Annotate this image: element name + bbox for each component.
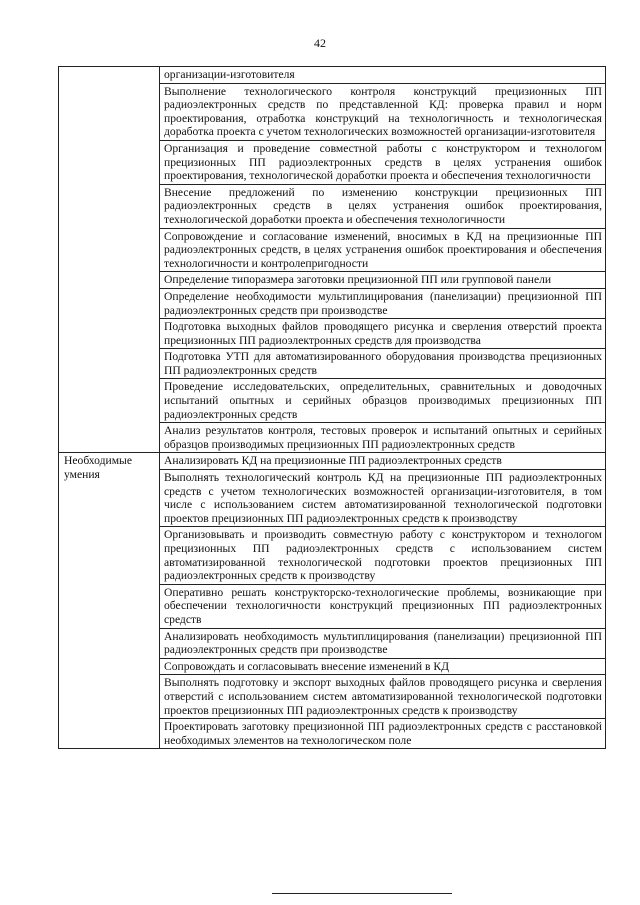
table-cell-item: Выполнять технологический контроль КД на прецизионные ПП радиоэлектронных средств с учетом технологических возможностей организации-изготовителя, в том числе с использованием систем автоматизированной технологической подготовки проектов прецизионных ПП радиоэлектронных средств к производству: [160, 470, 606, 527]
table-cell-item: Проектировать заготовку прецизионной ПП радиоэлектронных средств с расстановкой необходимых элементов на технологическом поле: [160, 719, 606, 749]
footer-rule: [272, 893, 452, 894]
competency-table: [58, 66, 606, 749]
table-row: [59, 67, 606, 84]
table-cell-item: Организовывать и производить совместную работу с конструктором и технологом прецизионных ПП радиоэлектронных средств с использованием систем автоматизированной технологической подготовки проектов прецизионных ПП радиоэлектронных средств к производству: [160, 527, 606, 584]
table-cell-item: Определение необходимости мультиплицирования (панелизации) прецизионной ПП радиоэлектронных средств при производстве: [160, 288, 606, 318]
table-cell-item: Оперативно решать конструкторско-технологические проблемы, возникающие при обеспечении технологичности конструкций прецизионных ПП радиоэлектронных средств: [160, 584, 606, 628]
table-cell-item: Подготовка выходных файлов проводящего рисунка и сверления отверстий проекта прецизионных ПП радиоэлектронных средств для производства: [160, 319, 606, 349]
table-cell-item: Сопровождать и согласовывать внесение изменений в КД: [160, 658, 606, 675]
table-row: [59, 453, 606, 470]
table-body: [59, 67, 606, 749]
page-number: 42: [314, 36, 326, 50]
table-cell-item: Определение типоразмера заготовки прецизионной ПП или групповой панели: [160, 272, 606, 289]
section-label: Необходимые умения: [59, 453, 160, 749]
table-cell-item: Выполнение технологического контроля конструкций прецизионных ПП радиоэлектронных средств по представленной КД: проверка правил и норм проектирования, отработка конструкций на технологичность и технологическая доработка проекта с учетом технологических возможностей организации-изготовителя: [160, 83, 606, 140]
table-cell-item: Анализ результатов контроля, тестовых проверок и испытаний опытных и серийных образцов производимых прецизионных ПП радиоэлектронных средств: [160, 423, 606, 453]
table-cell-item: Внесение предложений по изменению конструкции прецизионных ПП радиоэлектронных средств в целях устранения ошибок проектирования, технологической доработки проекта и обеспечения технологичности: [160, 184, 606, 228]
table-cell-item: Сопровождение и согласование изменений, вносимых в КД на прецизионные ПП радиоэлектронных средств, в целях устранения ошибок проектирования и обеспечения технологичности и контролепригодности: [160, 228, 606, 272]
table-cell-item: Проведение исследовательских, определительных, сравнительных и доводочных испытаний опытных и серийных образцов производимых прецизионных ПП радиоэлектронных средств: [160, 379, 606, 423]
table-cell-item: Подготовка УТП для автоматизированного оборудования производства прецизионных ПП радиоэлектронных средств: [160, 349, 606, 379]
table-cell-item: Анализировать КД на прецизионные ПП радиоэлектронных средств: [160, 453, 606, 470]
table-cell-item: Анализировать необходимость мультиплицирования (панелизации) прецизионной ПП радиоэлектронных средств при производстве: [160, 628, 606, 658]
table-cell-item: организации-изготовителя: [160, 67, 606, 84]
section-label: [59, 67, 160, 453]
table-cell-item: Организация и проведение совместной работы с конструктором и технологом прецизионных ПП радиоэлектронных средств в целях устранения ошибок проектирования, технологической доработки проекта и обеспечения технологичности: [160, 140, 606, 184]
table-cell-item: Выполнять подготовку и экспорт выходных файлов проводящего рисунка и сверления отверстий с использованием систем автоматизированной технологической подготовки проектов прецизионных ПП радиоэлектронных средств к производству: [160, 675, 606, 719]
